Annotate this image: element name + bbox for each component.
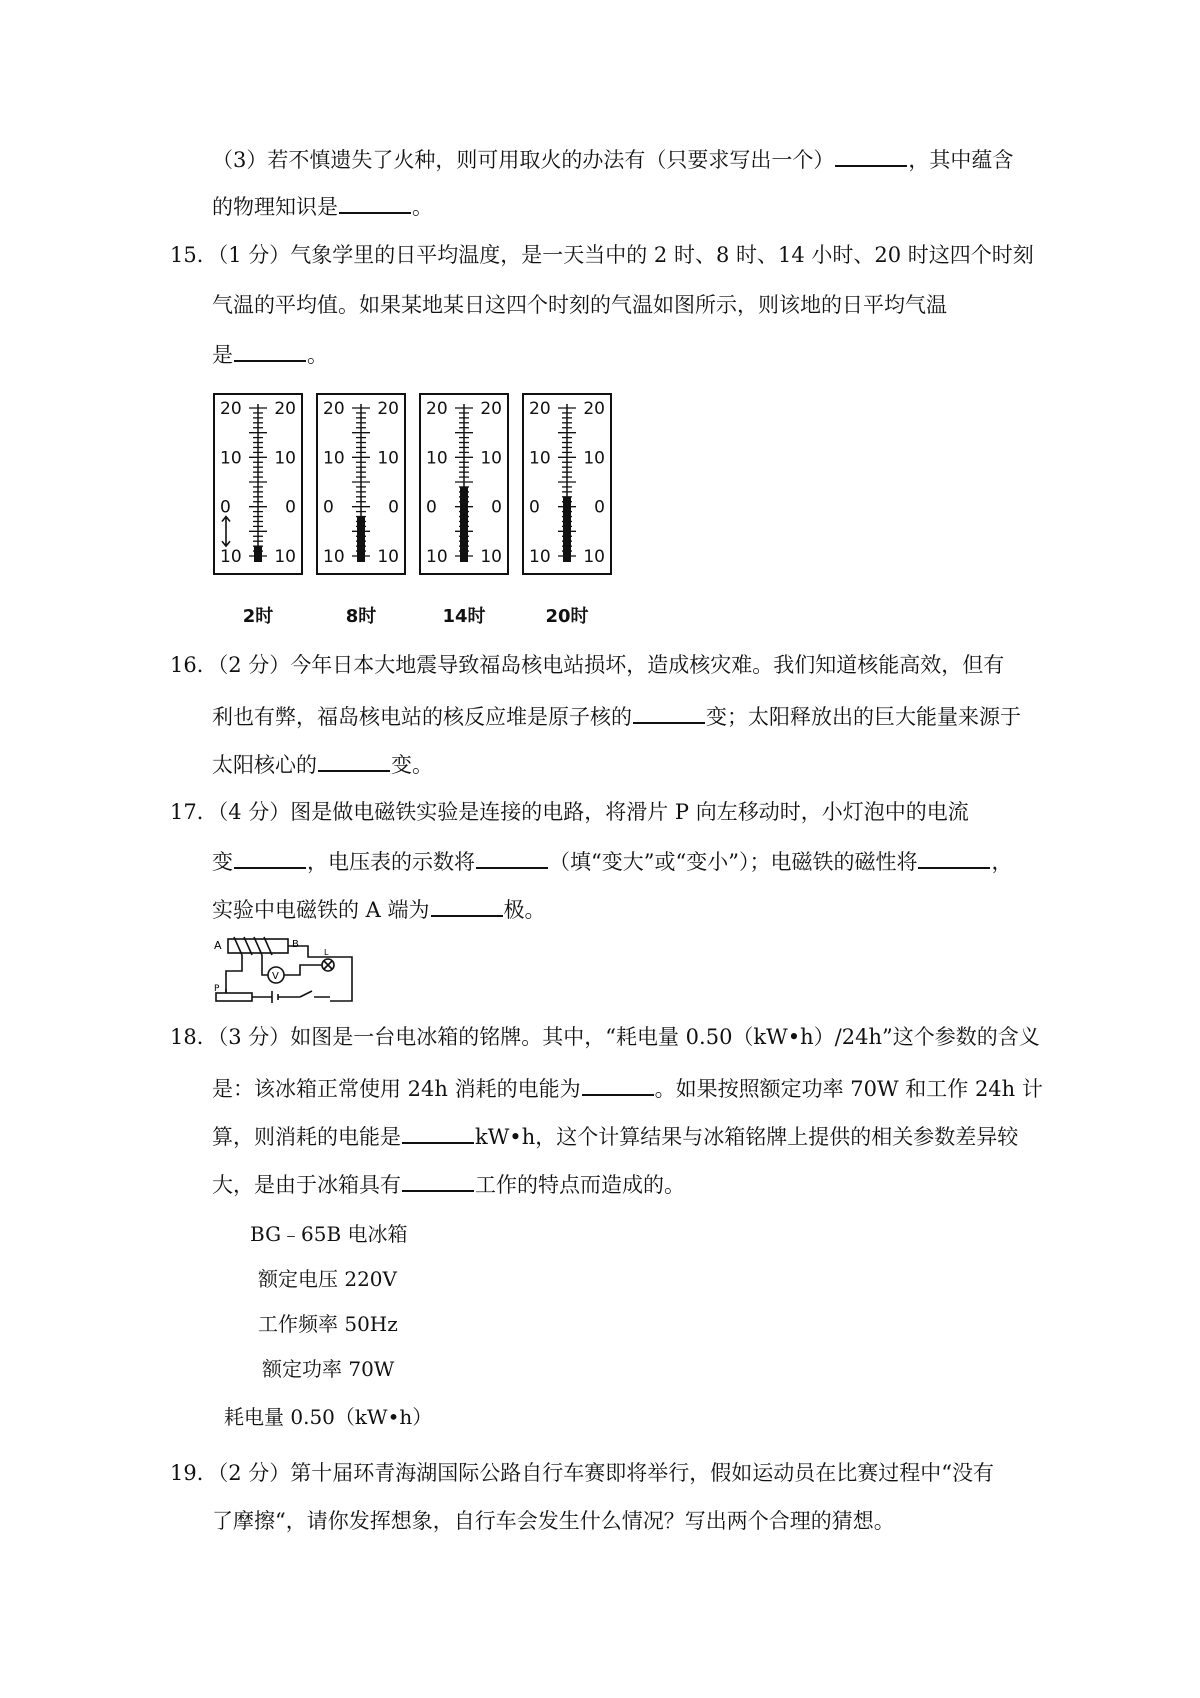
time-label: 2时 [242, 606, 274, 627]
scale-label-right: 10 [274, 448, 296, 469]
scale-label-left: 10 [323, 547, 345, 567]
answer-blank[interactable] [431, 893, 503, 917]
scale-label-right: 0 [491, 497, 502, 518]
scale-label-left: 0 [426, 497, 437, 518]
answer-blank[interactable] [918, 845, 990, 869]
q14-line1: （3）若不慎遗失了火种，则可用取火的办法有（只要求写出一个） ，其中蕴含 [212, 143, 1013, 175]
scale-label-left: 0 [323, 497, 334, 518]
time-label: 20时 [545, 606, 589, 627]
scale-label-right: 10 [377, 448, 399, 469]
answer-blank[interactable] [633, 700, 705, 724]
circuit-diagram [212, 935, 362, 1007]
scale-label-left: 10 [529, 448, 551, 469]
q15-line2: 气温的平均值。如果某地某日这四个时刻的气温如图所示，则该地的日平均气温 [212, 293, 947, 317]
double-arrow-icon [222, 517, 230, 547]
thermometer-liquid [254, 546, 262, 562]
scale-label-left: 20 [220, 399, 242, 419]
q14-line2: 的物理知识是 。 [212, 190, 433, 222]
time-label: 14时 [442, 606, 486, 627]
q19-line1: 19．（2 分）第十届环青海湖国际公路自行车赛即将举行，假如运动员在比赛过程中“没有 [170, 1461, 994, 1485]
q18-line3: 算，则消耗的电能是 kW•h，这个计算结果与冰箱铭牌上提供的相关参数差异较 [212, 1120, 1018, 1152]
wire-left [226, 955, 242, 993]
answer-blank[interactable] [402, 1120, 474, 1144]
thermometer-liquid [460, 487, 468, 562]
scale-label-left: 10 [220, 448, 242, 469]
scale-label-left: 0 [529, 497, 540, 518]
scale-label-left: 10 [323, 448, 345, 469]
plate-model: BG﹣65B 电冰箱 [250, 1222, 408, 1246]
q15-line1: 15．（1 分）气象学里的日平均温度，是一天当中的 2 时、8 时、14 小时、20 时这四个时刻 [170, 243, 1034, 267]
q17-line1: 17．（4 分）图是做电磁铁实验是连接的电路，将滑片 P 向左移动时，小灯泡中的电流 [170, 800, 969, 824]
scale-label-right: 0 [285, 497, 296, 518]
scale-label-right: 0 [388, 497, 399, 518]
thermometer-figure [210, 392, 630, 632]
scale-label-left: 10 [529, 547, 551, 567]
battery-and-switch [252, 991, 330, 1003]
answer-blank[interactable] [476, 845, 548, 869]
scale-label-left: 20 [323, 399, 345, 419]
q18-line2: 是：该冰箱正常使用 24h 消耗的电能为 。如果按照额定功率 70W 和工作 24h 计 [212, 1072, 1043, 1104]
scale-label-left: 10 [426, 547, 448, 567]
plate-voltage: 额定电压 220V [258, 1267, 397, 1291]
scale-label-left: 10 [220, 547, 242, 567]
lamp-cross [324, 961, 332, 969]
plate-consumption: 耗电量 0.50（kW•h） [224, 1405, 433, 1429]
q16-line3: 太阳核心的 变。 [212, 748, 433, 780]
answer-blank[interactable] [835, 143, 907, 167]
q17-line3: 实验中电磁铁的 A 端为 极。 [212, 893, 546, 925]
scale-label-right: 0 [594, 497, 605, 518]
scale-label-left: 0 [220, 497, 231, 518]
plate-frequency: 工作频率 50Hz [258, 1312, 398, 1336]
wire-voltmeter [262, 955, 268, 975]
q15-line3: 是 。 [212, 338, 328, 370]
wire-lamp [284, 965, 322, 975]
answer-blank[interactable] [339, 190, 411, 214]
scale-label-right: 20 [583, 399, 605, 419]
scale-label-right: 20 [480, 399, 502, 419]
scale-label-left: 10 [426, 448, 448, 469]
scale-label-right: 10 [480, 448, 502, 469]
plate-power: 额定功率 70W [262, 1357, 395, 1381]
terminal-b-label: B [292, 939, 299, 950]
scale-label-right: 10 [274, 547, 296, 567]
slider-label: P [214, 984, 220, 994]
answer-blank[interactable] [318, 748, 390, 772]
q17-line2: 变 ，电压表的示数将 （填“变大”或“变小”）；电磁铁的磁性将 ， [212, 845, 1012, 877]
rheostat [216, 993, 252, 1001]
scale-label-right: 20 [377, 399, 399, 419]
answer-blank[interactable] [234, 338, 306, 362]
voltmeter-label: V [272, 971, 279, 982]
scale-label-right: 10 [480, 547, 502, 567]
lamp-label: L [324, 948, 329, 957]
q19-line2: 了摩擦“，请你发挥想象，自行车会发生什么情况？写出两个合理的猜想。 [212, 1509, 895, 1533]
answer-blank[interactable] [234, 845, 306, 869]
scale-label-left: 20 [426, 399, 448, 419]
answer-blank[interactable] [582, 1072, 654, 1096]
scale-label-right: 10 [583, 547, 605, 567]
scale-label-left: 20 [529, 399, 551, 419]
thermometer-liquid [357, 517, 365, 562]
q18-line4: 大，是由于冰箱具有 工作的特点而造成的。 [212, 1168, 685, 1200]
wire-right [288, 946, 352, 1001]
scale-label-right: 10 [583, 448, 605, 469]
scale-label-right: 10 [377, 547, 399, 567]
answer-blank[interactable] [402, 1168, 474, 1192]
q18-line1: 18．（3 分）如图是一台电冰箱的铭牌。其中，“耗电量 0.50（kW•h）/24h”这个参数的含义 [170, 1025, 1040, 1049]
thermometer-liquid [563, 497, 571, 562]
q16-line1: 16．（2 分）今年日本大地震导致福岛核电站损坏，造成核灾难。我们知道核能高效，但有 [170, 653, 1005, 677]
scale-label-right: 20 [274, 399, 296, 419]
q16-line2: 利也有弊，福岛核电站的核反应堆是原子核的 变；太阳释放出的巨大能量来源于 [212, 700, 1021, 732]
time-label: 8时 [345, 606, 377, 627]
terminal-a-label: A [214, 939, 222, 952]
